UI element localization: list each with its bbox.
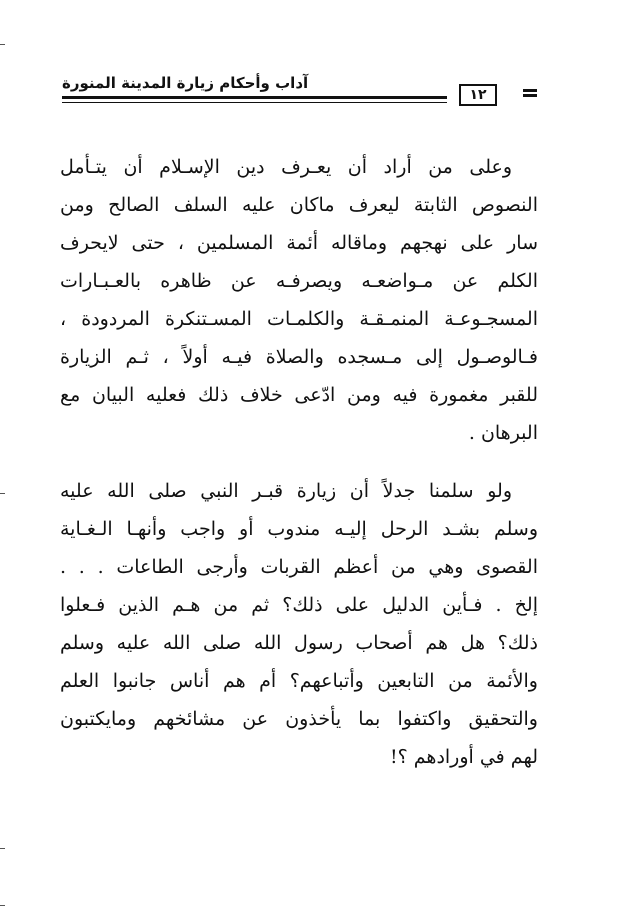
text-line: البرهان .: [468, 422, 538, 444]
page-header: [62, 72, 537, 112]
text-line: لهم في أورادهم ؟!: [390, 746, 538, 768]
text-line: والأئمة من التابعين وأتباعهم؟ أم هم أناس جانبوا العلم: [60, 670, 538, 692]
page-number: ١٢: [459, 84, 497, 106]
text-line: القصوى وهي من أعظم القربات وأرجى الطاعات . . .: [60, 556, 538, 578]
text-line: سار على نهجهم وماقاله أئمة المسلمين ، حتى لايحرف: [60, 232, 538, 254]
text-line: والتحقيق واكتفوا بما يأخذون عن مشائخهم ومايكتبون: [60, 708, 538, 730]
header-rule-thick: [62, 96, 447, 99]
text-line: وسلم بشـد الرحل إليـه مندوب أو واجب وأنهـا الـغـاية: [60, 518, 538, 540]
margin-mark: [0, 44, 5, 45]
paragraph-2: [60, 472, 538, 776]
text-line: ذلك؟ هل هم أصحاب رسول الله صلى الله عليه وسلم: [60, 632, 538, 654]
margin-mark: [0, 848, 5, 849]
text-line: النصوص الثابتة ليعرف ماكان عليه السلف الصالح ومن: [60, 194, 538, 216]
text-line: المسجـوعـة المنمـقـة والكلمـات المسـتنكرة المردودة ،: [60, 308, 538, 330]
paragraph-1: [60, 148, 538, 452]
text-line: وعلى من أراد أن يعـرف دين الإسـلام أن يتـأمل: [60, 156, 512, 178]
text-line: إلخ . فـأين الدليل على ذلك؟ ثم من هـم الذين فـعلوا: [60, 594, 538, 616]
text-line: للقبر مغمورة فيه ومن ادّعى خلاف ذلك فعليه البيان مع: [60, 384, 538, 406]
body-text: [60, 148, 538, 776]
text-line: الكلم عن مـواضعـه ويصرفـه عن ظاهره بالعـبـارات: [60, 270, 538, 292]
running-title: آداب وأحكام زيارة المدينة المنورة: [62, 74, 309, 92]
text-line: فـالوصـول إلى مـسجده والصلاة فيـه أولاً ، ثـم الزيارة: [60, 346, 538, 368]
margin-mark: [0, 493, 5, 494]
header-ornament: [523, 89, 537, 97]
margin-mark: [0, 905, 5, 906]
text-line: ولو سلمنا جدلاً أن زيارة قبـر النبي صلى الله عليه: [60, 480, 512, 502]
header-rule-thin: [62, 102, 447, 103]
